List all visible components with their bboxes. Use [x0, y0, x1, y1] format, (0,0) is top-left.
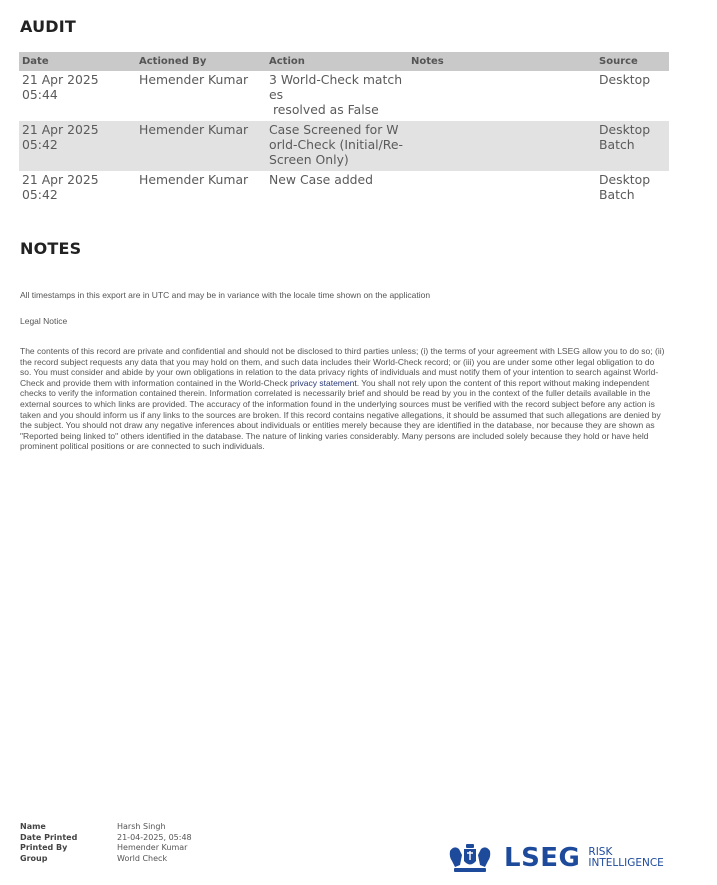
cell-action: 3 World-Check matches resolved as False: [269, 72, 403, 117]
cell-date: 21 Apr 2025 05:42: [22, 172, 99, 202]
print-detail-value: World Check: [117, 853, 168, 863]
legal-notice-heading: Legal Notice: [20, 316, 68, 326]
print-detail-label: Printed By: [20, 843, 68, 852]
cell-action: New Case added: [269, 172, 374, 187]
lseg-logo: [446, 840, 664, 876]
cell-date: 21 Apr 2025 05:42: [19, 121, 136, 171]
audit-section-title: AUDIT: [20, 17, 77, 36]
cell-action: Case Screened for World-Check (Initial/Re-Screen Only): [266, 121, 408, 171]
crest-icon: [446, 841, 494, 875]
column-header-actioned-by: Actioned By: [136, 52, 266, 71]
column-header-notes: Notes: [408, 52, 596, 71]
print-detail-label: Name: [20, 822, 46, 831]
cell-notes: [408, 171, 596, 206]
print-detail-row: [20, 833, 192, 844]
print-detail-value: Hemender Kumar: [117, 843, 188, 852]
print-detail-value: Harsh Singh: [117, 822, 166, 831]
print-detail-row: [20, 854, 192, 865]
legal-text-part-2: . You shall not rely upon the content of this report without making independent checks to verify the information contained therein. Information correlated is necessarily brief and should be read by you in the context of the fuller details available in the external sources to which links are provided. The accuracy of the information found in the underlying sources must be verified with the record subject before any action is taken and you should inform us if any links to the sources are broken. If this record contains negative allegations, it should be assumed that such allegations are denied by the subject. You should not draw any negative inferences about individuals or entities merely because they are identified in the database, nor because they are shown as "Reported being linked to" others identified in the database. The nature of linking varies considerably. Many persons are included solely because they hold or have held prominent political positions or are connected to such individuals.: [20, 377, 661, 452]
column-header-source: Source: [596, 52, 669, 71]
print-detail-row: [20, 822, 192, 833]
print-detail-value: 21-04-2025, 05:48: [117, 832, 192, 842]
brand-line-risk: RISK: [588, 845, 613, 858]
audit-table: [19, 52, 669, 206]
brand-line-intelligence: INTELLIGENCE: [588, 857, 664, 869]
cell-source: Desktop: [599, 72, 651, 87]
cell-actioned-by: Hemender Kumar: [136, 121, 266, 171]
lseg-wordmark: LSEG: [504, 843, 581, 873]
cell-notes: [408, 121, 596, 171]
privacy-statement-link[interactable]: privacy statement: [290, 377, 357, 388]
cell-notes: [408, 71, 596, 121]
print-detail-label: Group: [20, 853, 48, 863]
timezone-note: All timestamps in this export are in UTC and may be in variance with the locale time shown on the application: [20, 290, 431, 300]
print-details: [20, 822, 192, 864]
table-row: [19, 121, 669, 171]
column-header-action: Action: [266, 52, 408, 71]
cell-source: Desktop Batch: [599, 172, 651, 202]
cell-actioned-by: Hemender Kumar: [139, 72, 249, 87]
print-detail-label: Date Printed: [20, 832, 78, 842]
table-row: [19, 171, 669, 206]
legal-notice-text: [20, 346, 668, 452]
legal-text-part-1: The contents of this record are private and confidential and should not be disclosed to third parties unless; (i) the terms of your agreement with LSEG allow you to do so; (ii) the record subject requests any data that you may hold on them, and such data includes their World-Check record; or (iii) you are under some other legal obligation to do so. You must consider and abide by your own obligations in relation to the data privacy rights of individuals and must notify them of your intention to search against World-Check and provide them with information contained in the World-Check: [20, 346, 665, 388]
print-detail-row: [20, 843, 192, 854]
table-row: [19, 71, 669, 121]
audit-header-row: [19, 52, 669, 71]
risk-intelligence-wordmark: [588, 847, 663, 870]
column-header-date: Date: [19, 52, 136, 71]
notes-section-title: NOTES: [20, 239, 82, 258]
cell-actioned-by: Hemender Kumar: [139, 172, 249, 187]
cell-source: Desktop Batch: [596, 121, 669, 171]
cell-date: 21 Apr 2025 05:44: [22, 72, 99, 102]
